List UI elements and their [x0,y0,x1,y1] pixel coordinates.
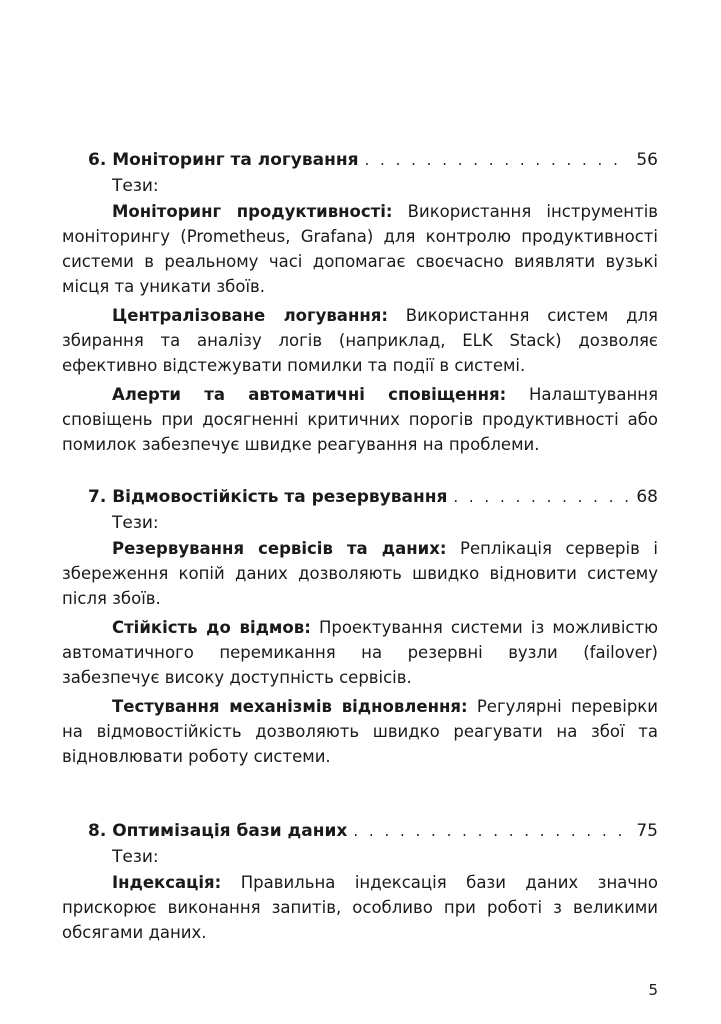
thesis-term: Тестування механізмів відновлення: [112,697,468,716]
theses-label: Тези: [112,847,159,867]
toc-entry-page: 75 [636,821,658,841]
toc-entry [62,484,658,510]
thesis-paragraph [62,536,658,611]
thesis-paragraph [62,870,658,945]
thesis-term: Резервування сервісів та даних: [112,539,447,558]
thesis-term: Індексація: [112,873,222,892]
toc-section-7 [62,484,658,773]
thesis-text: Налаштування сповіщень при досягненні критичних порогів продуктивності або помилок забезпечує швидке реагування на проблеми. [62,385,659,454]
thesis-term: Стійкість до відмов: [112,618,311,637]
thesis-text: Правильна індексація бази даних значно прискорює виконання запитів, особливо при роботі з великими обсягами даних. [62,873,658,942]
toc-leader-dots [353,818,630,844]
toc-entry-page: 68 [636,487,658,507]
toc-leader-dots [365,147,631,173]
thesis-paragraph [62,694,658,769]
thesis-paragraph [62,303,658,378]
thesis-paragraph [62,615,658,690]
thesis-text: Використання інструментів моніторингу (Prometheus, Grafana) для контролю продуктивності системи в реальному часі допомагає своєчасно виявляти вузькі місця та уникати збоїв. [62,202,659,296]
thesis-text: Проектування системи із можливістю автоматичного перемикання на резервні вузли (failover) забезпечує високу доступність сервісів. [62,618,658,687]
toc-entry-title: 6. Моніторинг та логування [88,150,359,170]
toc-section-6 [62,147,658,461]
thesis-term: Моніторинг продуктивності: [112,202,393,221]
toc-entry-title: 7. Відмовостійкість та резервування [88,487,448,507]
toc-entry [62,147,658,173]
thesis-paragraph [62,382,658,457]
thesis-text: Регулярні перевірки на відмовостійкість дозволяють швидко реагувати на збої та відновлювати роботу системи. [62,697,658,766]
toc-leader-dots [453,484,630,510]
toc-section-8 [62,818,658,949]
toc-entry-title: 8. Оптимізація бази даних [88,821,348,841]
theses-label: Тези: [112,176,159,196]
toc-entry-page: 56 [636,150,658,170]
thesis-text: Реплікація серверів і збереження копій даних дозволяють швидко відновити систему після збоїв. [62,539,658,608]
toc-entry [62,818,658,844]
thesis-text: Використання систем для збирання та аналізу логів (наприклад, ELK Stack) дозволяє ефективно відстежувати помилки та події в системі. [62,306,658,375]
thesis-term: Централізоване логування: [112,306,388,325]
thesis-term: Алерти та автоматичні сповіщення: [112,385,507,404]
theses-label: Тези: [112,513,159,533]
page-number: 5 [648,981,658,999]
thesis-paragraph [62,199,658,299]
